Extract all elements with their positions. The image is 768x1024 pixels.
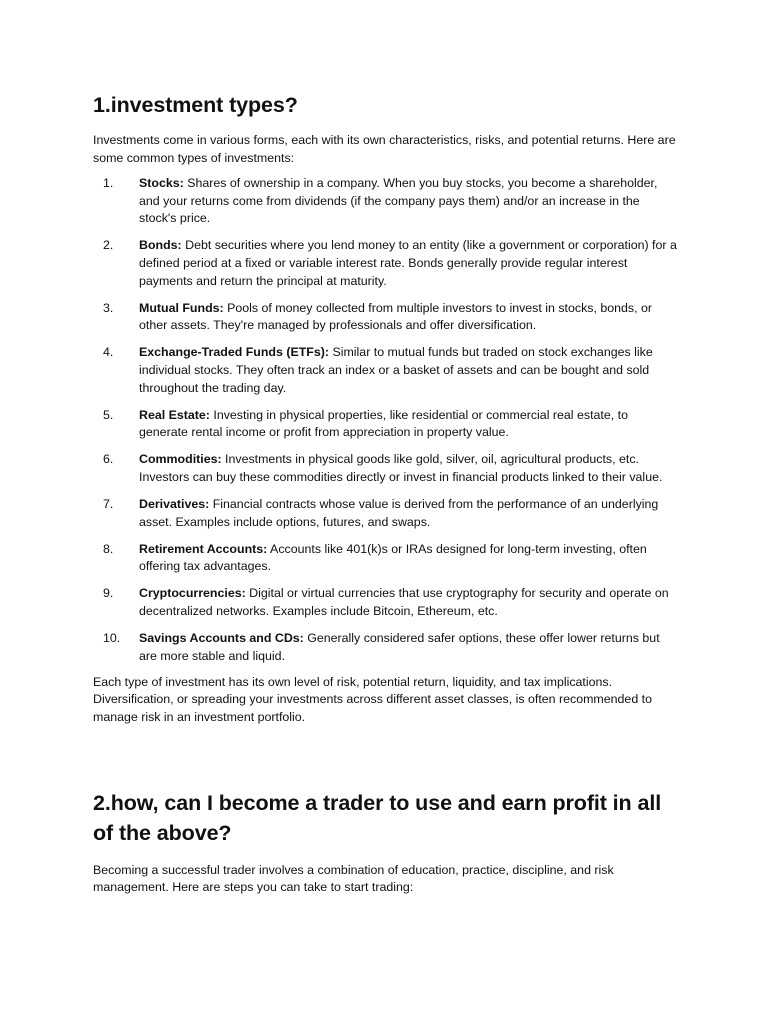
list-item [103,496,678,531]
list-term: Savings Accounts and CDs: [139,631,304,646]
list-text: Financial contracts whose value is derived from the performance of an underlying asset. Examples include options, futures, and swaps. [139,497,659,529]
investment-types-list [93,175,678,665]
list-number: 10. [103,631,121,646]
section-1-heading: 1.investment types? [93,93,298,117]
list-term: Retirement Accounts: [139,541,268,556]
list-number: 8. [103,541,114,556]
list-term: Mutual Funds: [139,300,224,315]
list-text: Investing in physical properties, like residential or commercial real estate, to generate rental income or profit from appreciation in property value. [139,407,628,440]
list-number: 3. [103,300,114,315]
section-1-outro: Each type of investment has its own level of risk, potential return, liquidity, and tax implications. Diversification, or spreading your investments across different asset classes, is often recommended to manage risk in an investment portfolio. [93,674,652,725]
list-text: Debt securities where you lend money to an entity (like a government or corporation) for a defined period at a fixed or variable interest rate. Bonds generally provide regular interest payments and return the principal at maturity. [139,238,677,288]
section-2-intro: Becoming a successful trader involves a combination of education, practice, discipline, and risk management. Here are steps you can take to start trading: [93,862,614,895]
list-text: Accounts like 401(k)s or IRAs designed for long-term investing, often offering tax advantages. [139,541,647,574]
list-text: Investments in physical goods like gold, silver, oil, agricultural products, etc. Investors can buy these commodities directly or invest in financial products linked to their value. [139,452,663,484]
list-number: 5. [103,407,114,422]
list-number: 2. [103,238,114,253]
list-term: Real Estate: [139,407,210,422]
list-item [103,451,678,486]
list-item [103,630,678,665]
list-term: Stocks: [139,176,184,191]
list-term: Bonds: [139,238,182,253]
list-item [103,407,678,442]
list-text: Digital or virtual currencies that use cryptography for security and operate on decentralized networks. Examples include Bitcoin, Ethereum, etc. [139,586,669,619]
list-term: Exchange-Traded Funds (ETFs): [139,345,330,360]
list-number: 1. [103,176,114,191]
list-number: 7. [103,497,114,512]
list-text: Generally considered safer options, these offer lower returns but are more stable and liquid. [139,631,660,663]
section-1-intro: Investments come in various forms, each with its own characteristics, risks, and potential returns. Here are some common types of investments: [93,133,676,165]
list-number: 6. [103,452,114,467]
list-item [103,585,678,620]
list-number: 4. [103,345,114,360]
list-item [103,237,678,290]
list-term: Commodities: [139,452,222,467]
list-term: Derivatives: [139,497,210,512]
list-text: Similar to mutual funds but traded on stock exchanges like individual stocks. They often track an index or a basket of assets and can be bought and sold throughout the trading day. [139,345,653,395]
list-item [103,541,678,576]
list-item [103,344,678,397]
list-term: Cryptocurrencies: [139,586,246,601]
list-text: Shares of ownership in a company. When you buy stocks, you become a shareholder, and your returns come from dividends (if the company pays them) and/or an increase in the stock's price. [139,176,658,226]
list-item [103,300,678,335]
section-2-heading: 2.how, can I become a trader to use and earn profit in all of the above? [93,790,662,845]
list-number: 9. [103,586,114,601]
list-text: Pools of money collected from multiple investors to invest in stocks, bonds, or other assets. They're managed by professionals and offer diversification. [139,300,653,333]
list-item [103,175,678,228]
